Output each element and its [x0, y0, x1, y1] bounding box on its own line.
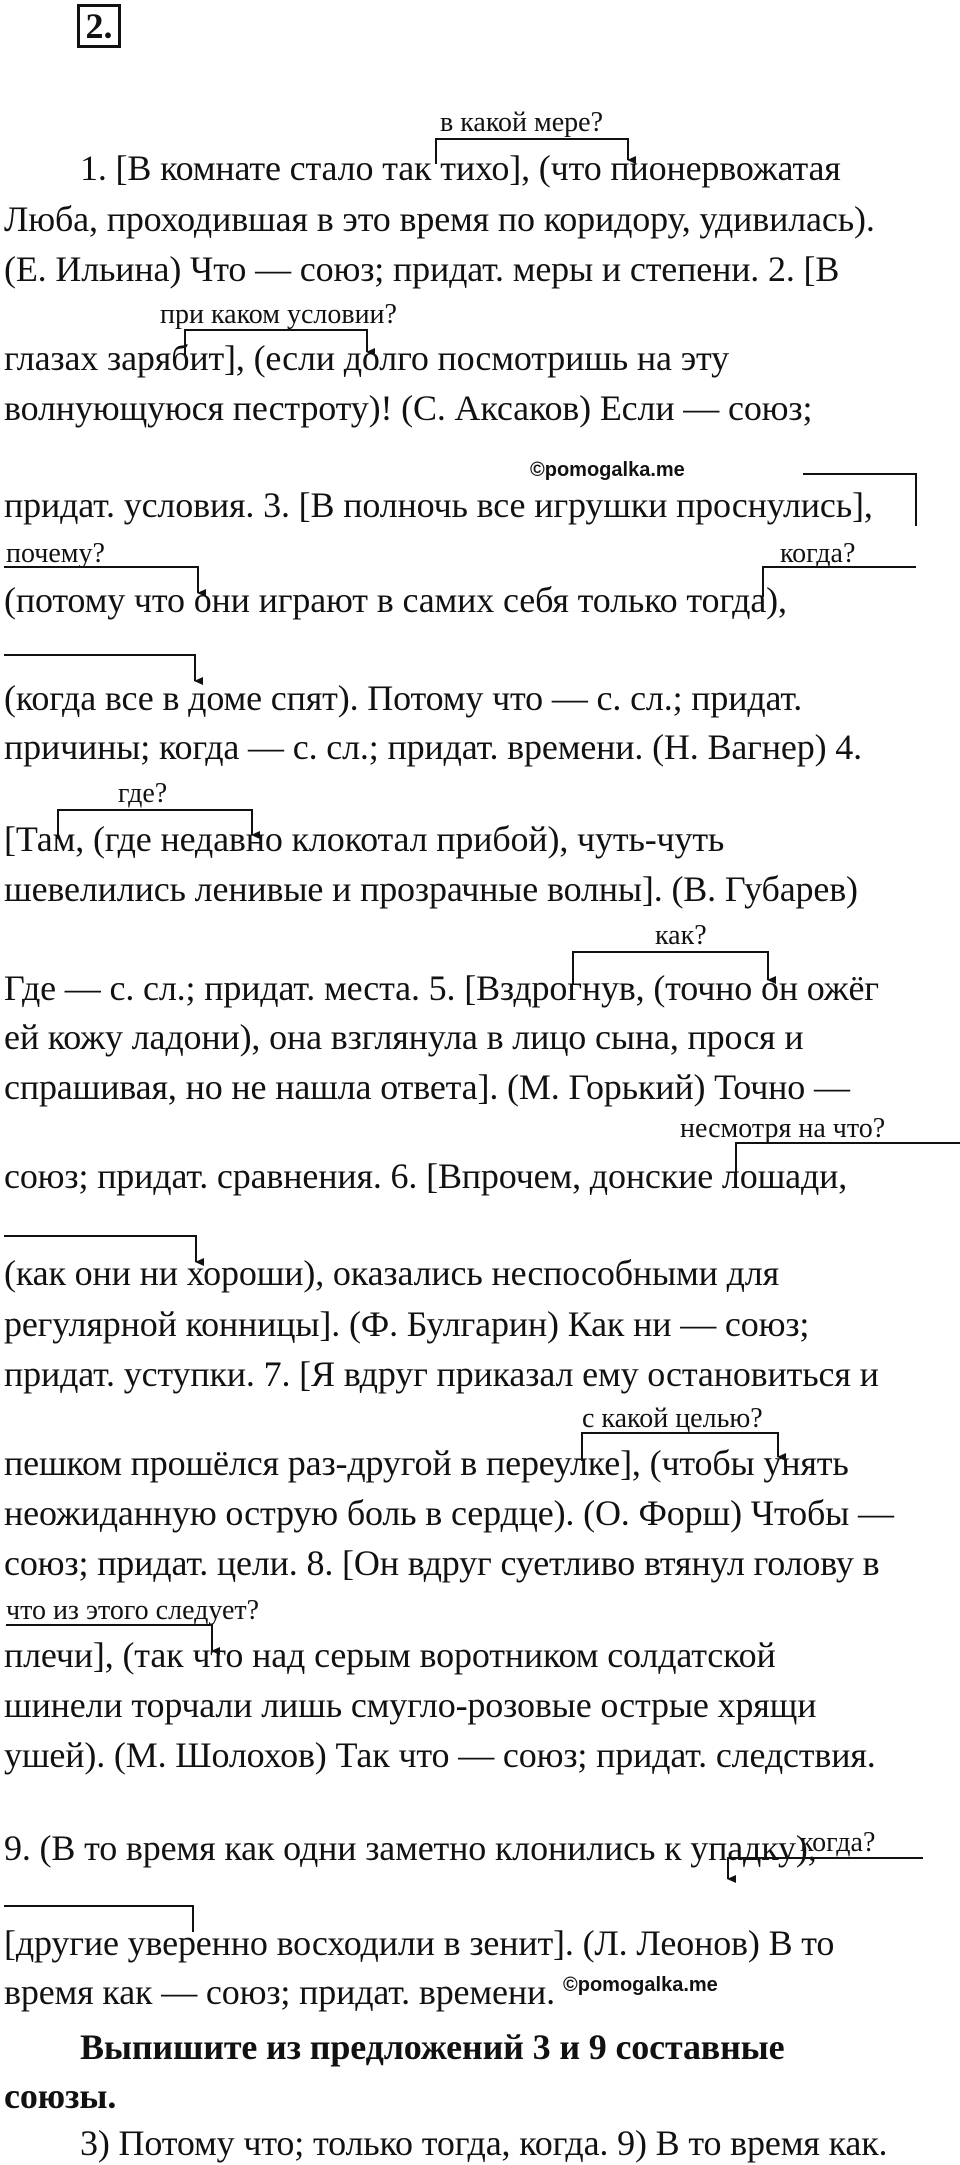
task-number: 2. — [77, 4, 121, 48]
text-line: пешком прошёлся раз-другой в переулке], (чтобы унять — [4, 1443, 849, 1483]
question-label: когда? — [800, 1827, 876, 1858]
text-line: ушей). (М. Шолохов) Так что — союз; придат. следствия. — [4, 1735, 876, 1775]
question-label: что из этого следует? — [6, 1595, 260, 1626]
exercise-heading-cont: союзы. — [4, 2076, 117, 2116]
text-line: шинели торчали лишь смугло-розовые острые хрящи — [4, 1685, 817, 1725]
text-line: шевелились ленивые и прозрачные волны]. (В. Губарев) — [4, 869, 858, 909]
text-line: союз; придат. сравнения. 6. [Впрочем, донские лошади, — [4, 1156, 848, 1196]
text-line: причины; когда — с. сл.; придат. времени. (Н. Вагнер) 4. — [4, 727, 862, 767]
question-label: когда? — [780, 538, 856, 569]
text-line: союз; придат. цели. 8. [Он вдруг суетливо втянул голову в — [4, 1543, 880, 1583]
text-line: придат. условия. 3. [В полночь все игрушки проснулись], — [4, 485, 873, 525]
text-line: неожиданную острую боль в сердце). (О. Форш) Чтобы — — [4, 1493, 894, 1533]
watermark: ©pomogalka.me — [530, 459, 685, 481]
text-line: (Е. Ильина) Что — союз; придат. меры и степени. 2. [В — [4, 249, 840, 289]
text-line: ей кожу ладони), она взглянула в лицо сына, прося и — [4, 1017, 804, 1057]
question-label: как? — [655, 920, 707, 951]
question-label: в какой мере? — [440, 107, 603, 138]
text-line: глазах зарябит], (если долго посмотришь на эту — [4, 338, 729, 378]
watermark: ©pomogalka.me — [563, 1974, 718, 1996]
text-line: время как — союз; придат. времени. — [4, 1972, 555, 2012]
question-label: несмотря на что? — [680, 1113, 886, 1144]
text-line: придат. уступки. 7. [Я вдруг приказал ему остановиться и — [4, 1354, 879, 1394]
text-line: спрашивая, но не нашла ответа]. (М. Горький) Точно — — [4, 1067, 850, 1107]
question-label: где? — [118, 778, 168, 809]
exercise-heading: Выпишите из предложений 3 и 9 составные — [80, 2027, 785, 2067]
question-label: с какой целью? — [582, 1403, 763, 1434]
question-label: почему? — [6, 538, 105, 569]
text-line: Люба, проходившая в это время по коридору, удивилась). — [4, 199, 875, 239]
text-line: 1. [В комнате стало так тихо], (что пионервожатая — [80, 148, 841, 188]
answer-line: 3) Потому что; только тогда, когда. 9) В то время как. — [80, 2123, 888, 2163]
text-line: [Там, (где недавно клокотал прибой), чуть-чуть — [4, 819, 725, 859]
question-label: при каком условии? — [160, 299, 397, 330]
text-line: волнующуюся пестроту)! (С. Аксаков) Если — союз; — [4, 388, 813, 428]
text-line: 9. (В то время как одни заметно клонились к упадку), — [4, 1828, 817, 1868]
text-line: (как они ни хороши), оказались неспособными для — [4, 1253, 780, 1293]
text-line: (потому что они играют в самих себя только тогда), — [4, 580, 787, 620]
text-line: (когда все в доме спят). Потому что — с. сл.; придат. — [4, 678, 803, 718]
text-line: регулярной конницы]. (Ф. Булгарин) Как ни — союз; — [4, 1304, 810, 1344]
text-line: плечи], (так что над серым воротником солдатской — [4, 1635, 776, 1675]
text-line: Где — с. сл.; придат. места. 5. [Вздрогнув, (точно он ожёг — [4, 968, 879, 1008]
text-line: [другие уверенно восходили в зенит]. (Л. Леонов) В то — [4, 1923, 835, 1963]
